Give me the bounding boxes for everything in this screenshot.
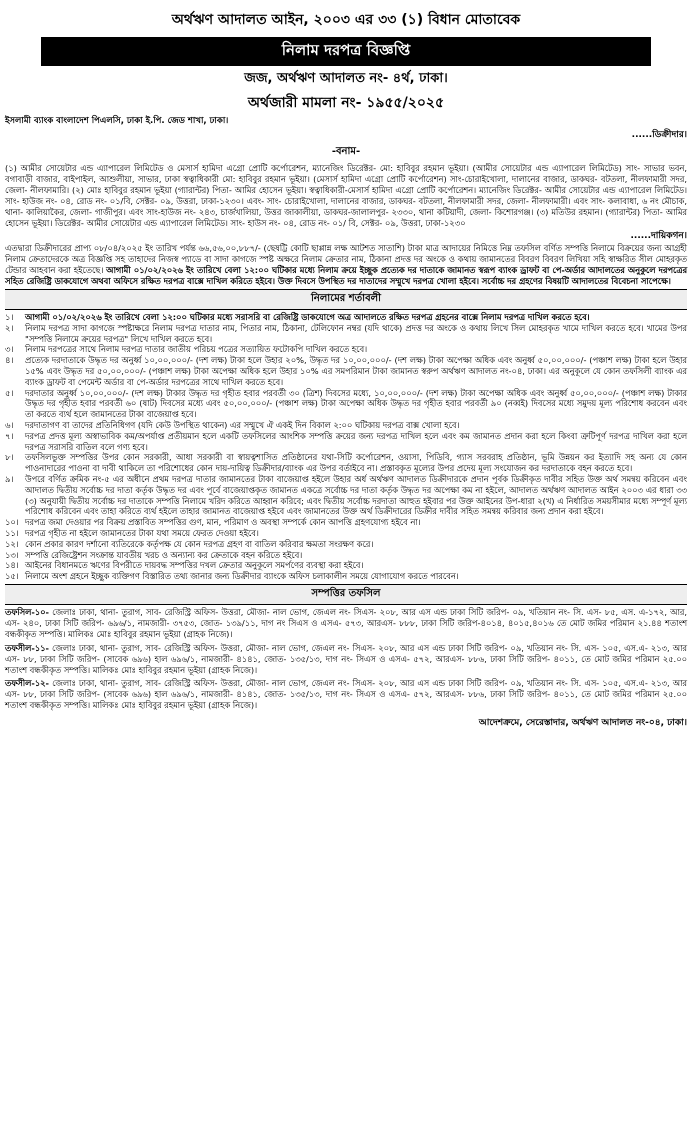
term-number: ১। bbox=[5, 312, 14, 323]
schedule-label: তফসীল-১১- bbox=[5, 642, 49, 653]
term-number: ৮। bbox=[5, 452, 14, 463]
term-text: নিলাম দরপত্রের সাথে নিলাম দরপত্র দাতার জাতীয় পরিচয় পত্রের সত্যায়িত ফটোকপি দাখিল করতে হবে। bbox=[25, 344, 368, 355]
term-number: ৪। bbox=[5, 355, 14, 366]
term-text: দরপত্র জমা দেওয়ার পর বিক্রয় প্রস্তাবিত সম্পত্তির গুণ, মান, পরিমাণ ও অবস্থা সম্পর্কে কোন আপত্তি গ্রহণযোগ্য হইবে না। bbox=[25, 517, 421, 528]
term-number: ২। bbox=[5, 322, 14, 333]
list-item bbox=[5, 355, 687, 387]
plaintiff: ইসলামী ব্যাংক বাংলাদেশ পিএলসি, ঢাকা ই.পি. জেড শাখা, ঢাকা। bbox=[5, 116, 229, 126]
term-text: দরপত্র প্রদত্ত মূল্য অস্বাভাবিক কম/অপর্যাপ্ত প্রতীয়মান হলে একটি তফসিলের আংশিক সম্পত্তি ক্রয়ের জন্য দরপত্র দাখিল হলে এবং কম জামানত প্রদান করা হলে কিংবা ত্রুটিপূর্ণ দরপত্র দাখিল করা হলে দরপত্র সরাসরি বাতিল বলে গণ্য হবে। bbox=[25, 430, 687, 452]
term-text: দরদাতাগণ বা তাদের প্রতিনিধিগণ (যদি কেউ উপস্থিত থাকেন) এর সম্মুখে ঐ একই দিন বিকাল ২:০০ ঘটিকায় দরপত্র বাক্স খোলা হবে। bbox=[25, 420, 460, 431]
term-number: ৫। bbox=[5, 387, 14, 398]
schedule-heading: সম্পত্তির তফসিল bbox=[5, 584, 687, 605]
term-number: ১১। bbox=[5, 528, 19, 538]
defendants: (১) আমীর সোয়েটার এন্ড এ্যাপারেল লিমিটেড ও মেসার্স হামিদা এগ্রো প্রোটি কর্পোরেশন, ম্যানেজিং ডিরেক্টর- মো: হাবিবুর রহমান ভূইয়া। (আমীর সোয়েটার এন্ড এ্যাপারেল লিমিটেড) সাং- সাভার ভবন, বগাবাড়ী বাজার, বাইপাইল, আশুলীয়া, সাভার, ঢাকা স্বত্বাধিকারী মো: হাবিবুর রহমান ভূইয়া। (মেসার্স হামিদা এগ্রো প্রোটি কর্পোরেশন) সাং-চোরাইখোলা, দালানের বাজার, ডাকঘর- বটতলা, নীলফামারী সদর, জেলা- নীলফামারি। (২) মোঃ হাবিবুর রহমান ভূইয়া (গ্যারান্টর) পিতা- আমির হোসেন ভূইয়া। স্বত্বাধিকারী-মেসার্স হামিদা এগ্রো প্রোটি কর্পোরেশন। ম্যানেজিং ডিরেক্টর- আমীর সোয়েটার এন্ড এ্যাপারেল লিমিটেড। সাং- হাউজ নং- ০৪, রোড নং- ০১/বি, সেক্টর- ০৯, উত্তরা, ঢাকা-১২৩০। এবং- সাং- চোরাইখোলা, দালানের বাজার, ডাকঘর- বটতলা, নীলফামারী সদর, জেলা- নীলফামারী। এবং সাং- কলাবাধা, ৬ নং মৌচাক, থানা- কালিয়াকৈর, জেলা- গাজীপুর। এবং সাং-হাউজ নং- ২৪৩, চার্জখালিয়া, উত্তর জাকালীয়া, ডাকঘর-জালালপুর- ২৩৩০, থানা কটিয়াদী, জেলা- কিশোরগঞ্জ। (৩) মতিউর রহমান। (গ্যারান্টর) পিতা- আমির হোসেন ভূইয়া। ডিরেক্টর- আমীর সোয়েটার এন্ড এ্যাপারেল লিমিটেড। সাং- হাউস নং- ০৪, রোড নং- ০১/ বি, সেক্টর- ০৯, উত্তরা, ঢাকা-১২৩০ bbox=[5, 163, 688, 228]
term-number: ৩। bbox=[5, 344, 14, 355]
term-number: ৬। bbox=[5, 420, 14, 431]
term-text: তফসিলভুক্ত সম্পত্তির উপর কোন সরকারী, আধা সরকারী বা স্বায়ত্বশাসিত প্রতিষ্ঠানের যথা-সিটি কর্পোরেশন, ওয়াসা, পিডিবি, গ্যাস সরবরাহ প্রতিষ্ঠান, ভূমি উন্নয়ন কর ইত্যাদি সহ অন্য যে কোন পাওনাদারের পাওনা বা দাবী থাকিলে তা পরিশোধের কোন দায়-দায়িত্ব ডিক্রীদার/ব্যাংক এর উপর বর্তাইবে না। প্রস্তাবকৃত মূল্যের উপর প্রদেয় মূল্য সংযোজন কর দরদাতাকে বহন করতে হবে। bbox=[25, 452, 687, 474]
list-item bbox=[5, 312, 687, 323]
schedule-item bbox=[5, 678, 687, 711]
schedule-item bbox=[5, 607, 687, 640]
terms-list bbox=[5, 312, 687, 582]
term-text: আইনের বিধানমতে ঋণের বিপরীতে দায়বদ্ধ সম্পত্তির দখল ক্রেতার অনুকূলে সমর্পণের ব্যবস্থা করা হইবে। bbox=[25, 560, 364, 571]
list-item bbox=[5, 431, 687, 453]
schedule-text: জেলাঃ ঢাকা, থানা- তুরাগ, সাব- রেজিস্ট্রি অফিস- উত্তরা, মৌজা- নাল ভোগ, জেএল নং- সিএস- ২০৮, আর এস এন্ড ঢাকা সিটি জরিপ- ০৯, খতিয়ান নং- সি. এস- ১০৫, এস.এ- ২১৩, আর এস- ৮৮, ঢাকা সিটি জরিপ- (সাবেক ৬৯৬) হাল ৬৯৬/১, নামজারী- ৪১৪১, জোত- ১৩৫/১৩, দাগ নং- সিএস ও এসএ- ৫৭২, আরএস- ৮৮৬, ঢাকা সিটি জরিপ- ৪০১১, তে মোট জমির পরিমান ২৫.০০ শতাংশ বন্ধকীকৃত সম্পত্তি। মালিকঃ মোঃ হাবিবুর রহমান ভূইয়া (গ্রাহক নিজে)। bbox=[5, 678, 687, 711]
term-text: দরদাতার অনুর্ধ্ব ১০,০০,০০০/- (দশ লক্ষ) টাকার উদ্ধৃত দর গৃহীত হবার পরবর্তী ৩০ (ত্রিশ) দিবসের মধ্যে, ১০,০০,০০০/- (দশ লক্ষ) টাকা অপেক্ষা অধিক এবং অনুর্ধ্ব ৫০,০০,০০০/- (পঞ্চাশ লক্ষ) টাকার উদ্ধৃত দর গৃহীত হবার পরবর্তী ৬০ (ষাট) দিবসের মধ্যে এবং ৫০,০০,০০০/- (পঞ্চাশ লক্ষ) টাকা অপেক্ষা অধিক উদ্ধৃত দর গৃহীত হবার পরবর্তী ৯০ (নব্বই) দিবসের মধ্যে সমুদয় মূল্য পরিশোধ করবেন এবং তা করতে ব্যর্থ হলে জামানতের টাকা বাজেয়াপ্ত হবে। bbox=[25, 387, 687, 420]
case-number: অর্থজারী মামলা নং- ১৯৫৫/২০২৫ bbox=[247, 95, 445, 111]
term-number: ১৩। bbox=[5, 549, 19, 560]
list-item bbox=[5, 452, 687, 474]
list-item bbox=[5, 474, 687, 517]
term-text: নিলামে অংশ গ্রহনে ইচ্ছুক ব্যক্তিগণ বিস্তারিত তথ্য জানার জন্য ডিক্রীদার ব্যাংকে অফিস চলাকালীন সময়ে যোগাযোগ করতে পারবেন। bbox=[25, 571, 459, 582]
schedule-item bbox=[5, 643, 687, 676]
plaintiff-role: ......ডিক্রীদার। bbox=[631, 130, 687, 140]
court-name: জজ, অর্থঋণ আদালত নং- ৪র্থ, ঢাকা। bbox=[244, 71, 448, 86]
versus: -বনাম- bbox=[331, 146, 361, 157]
list-item bbox=[5, 517, 687, 528]
list-item bbox=[5, 550, 687, 561]
term-text: দরপত্র গৃহীত না হইলে জামানতের টাকা যথা সময়ে ফেরত দেওয়া হইবে। bbox=[25, 528, 259, 538]
terms-heading: নিলামের শর্তাবলী bbox=[5, 289, 687, 310]
list-item bbox=[5, 560, 687, 571]
term-text: উপরে বর্ণিত ক্রমিক নং-৫ এর অধীনে প্রথম দরপত্র দাতার জামানতের টাকা বাজেয়াপ্ত হইলে উহার অর্ধ অর্থঋণ আদালত ডিক্রীদারকে প্রদান পূর্বক ডিক্রীকৃত দাবীর সহিত উক্ত অর্থ সমন্বয় করিবেন এবং আদালত দ্বিতীয় সর্বোচ্চ দর দাতা কর্তৃক উদ্ধৃত দর এবং পূর্বে বাজেয়াপ্তকৃত জামানত একত্রে সর্বোচ্চ দর দাতা কর্তৃক উদ্ধৃত দর অপেক্ষা কম না হইলে, আদালত অর্থঋণ আদালত আইন ২০০৩ এর ধারা ৩৩ (৩) অনুযায়ী দ্বিতীয় সর্বোচ্চ দর দাতাকে সম্পত্তি নিলামে খরিদ করিতে আহ্বান করিবে; এবং দ্বিতীয় সর্বোচ্চ দরদাতা আহুত হইবার পর উক্ত আইনের উপ-ধারা ২(খ) এ নির্ধারিত সময়সীমার মধ্যে সম্পূর্ণ মূল্য পরিশোধ করিবেন এবং তাহা করিতে ব্যর্থ হইলে তাহার জামানত বাজেয়াপ্ত হইবে এবং জামানতের উক্ত অর্থ ডিক্রীদারের ডিক্রীর দাবীর সহিত সমন্বয় করিবার জন্য প্রদান করা হইবে। bbox=[25, 474, 687, 517]
schedule-text: জেলাঃ ঢাকা, থানা- তুরাগ, সাব- রেজিস্ট্রি অফিস- উত্তরা, মৌজা- নাল ভোগ, জেএল নং- সিএস- ২০৮, আর এস এন্ড ঢাকা সিটি জরিপ- ০৯, খতিয়ান নং- সি. এস- ১০৫, এস.এ- ২১৩, আর এস- ৮৮, ঢাকা সিটি জরিপ- (সাবেক ৬৯৬) হাল ৬৯৬/১, নামজারী- ৪১৪১, জোত- ১৩৫/১৩, দাগ নং- সিএস ও এসএ- ৫৭২, আরএস- ৮৮৬, ঢাকা সিটি জরিপ- ৪০১১, তে মোট জমির পরিমান ২৫.০০ শতাংশ বন্ধকীকৃত সম্পত্তি। মালিকঃ মোঃ হাবিবুর রহমান ভূইয়া (গ্রাহক নিজে)। bbox=[5, 642, 687, 675]
law-line: অর্থঋণ আদালত আইন, ২০০৩ এর ৩৩ (১) বিধান মোতাবেক bbox=[171, 12, 521, 28]
intro-text bbox=[5, 243, 687, 287]
term-text: কোন প্রকার কারণ দর্শানো ব্যতিরেকে কর্তৃপক্ষ যে কোন দরপত্র গ্রহণ বা বাতিল করিবার ক্ষমতা সংরক্ষণ করে। bbox=[25, 538, 374, 549]
list-item bbox=[5, 539, 687, 550]
term-number: ১৫। bbox=[5, 571, 19, 582]
term-number: ১২। bbox=[5, 538, 19, 549]
term-number: ৯। bbox=[5, 474, 14, 485]
list-item bbox=[5, 528, 687, 539]
defendant-role: ......দায়িকগন। bbox=[630, 231, 687, 242]
intro-text-1: এতদ্বারা ডিক্রীদারের প্রাপ্য ০৮/০৪/২০২৫ ইং তারিখ পর্যন্ত ৬৬,৫৬,০০,৮৮৭/- (ছেষট্টি কোটি ছাপ্পান্ন লক্ষ আটশত সাতাশি) টাকা মাত্র আদায়ের নিমিত্তে নিম্ন তফসিল বর্ণিত সম্পত্তি নিলামে বিক্রয়ের জন্য আগ্রহী নিলাম ক্রেতাদেরকে অত্র বিজ্ঞপ্তি সহ তাহাদের নিজস্ব প্যাডে বা সাদা কাগজে স্পষ্ট অক্ষরে নিলাম ক্রেতার নাম, ঠিকানা প্রদত্ত দর অংকে ও কথায় জামানতের বিবরণ বিবরণ লিখিয়া সহি স্বাক্ষরিত সীল মোহরকৃত টেন্ডার আহবান করা হইতেছে। bbox=[5, 243, 687, 276]
term-text: নিলাম দরপত্র সাদা কাগজে স্পষ্টাক্ষরে নিলাম দরপত্র দাতার নাম, পিতার নাম, ঠিকানা, টেলিফোন নম্বর (যদি থাকে) প্রদত্ত দর অংকে ও কথায় লিখে সিল মোহরকৃত খামে দাখিল করতে হবে। খামের উপর "সম্পত্তি নিলামে ক্রয়ের দরপত্র" লিখে দাখিল করতে হবে। bbox=[25, 322, 687, 344]
term-number: ৭। bbox=[5, 430, 14, 441]
list-item bbox=[5, 323, 687, 345]
list-item bbox=[5, 420, 687, 431]
intro-text-2: আগামী ০১/০২/২০২৬ ইং তারিখে বেলা ১২:০০ ঘটিকার মধ্যে নিলাম ক্রয়ে ইচ্ছুক প্রত্যেক দর দাতাকে জামানত স্বরূপ ব্যাংক ড্রাফট বা পে-অর্ডার আদালতের অনুকুলে দরপত্রের সহিত রেজিষ্ট্রি ডাকযোগে অথবা অফিসে রক্ষিত দরপত্র বাক্সে দাখিল করিতে হইবে। উক্ত দিবসে উপস্থিত দর দাতাদের সম্মুখে দরপত্র খোলা হইবে। সর্বোচ্চ দর গ্রহণের বিষয়টি আদালতের বিবেচনা সাপেক্ষে। bbox=[5, 265, 688, 287]
schedule-label: তফসীল-১২- bbox=[5, 678, 49, 689]
notice-title: নিলাম দরপত্র বিজ্ঞপ্তি bbox=[41, 37, 651, 66]
term-text: প্রত্যেক দরদাতাকে উদ্ধৃত দর অনুর্ধ্ব ১০,০০,০০০/- (দশ লক্ষ) টাকা হলে উহার ২০%, উদ্ধৃত দর ১০,০০,০০০/- (দশ লক্ষ) টাকা অপেক্ষা অধিক এবং অনুর্ধ্ব ৫০,০০,০০০/- (পঞ্চাশ লক্ষ) টাকা হলে উহার ১৫% এবং উদ্ধৃত দর ৫০,০০,০০০/- (পঞ্চাশ লক্ষ) টাকা অপেক্ষা অধিক হলে উহার ১০% এর সমপরিমান টাকা জামানত স্বরুপ অর্থঋণ আদালত নং-০৪, ঢাকা। এর অনুকূলে যে কোন তফসিলী ব্যাংক এর ব্যাংক ড্রাফট বা পেমেন্ট অর্ডার বা পে-অর্ডার দরপত্রের সাথে দাখিল করতে হবে। bbox=[25, 355, 687, 387]
list-item bbox=[5, 388, 687, 420]
schedule-label: তফসিল-১০- bbox=[5, 606, 49, 617]
term-text: আগামী ০১/০২/২০২৬ ইং তারিখে বেলা ১২:০০ ঘটিকার মধ্যে সরাসরি বা রেজিষ্ট্রি ডাকযোগে অত্র আদালতে রক্ষিত দরপত্র গ্রহনের বাক্সে নিলাম দরপত্র দাখিল করতে হবে। bbox=[25, 312, 590, 323]
term-number: ১০। bbox=[5, 517, 19, 528]
term-text: সম্পত্তি রেজিষ্ট্রেশন সংক্রান্ত যাবতীয় খরচ ও অন্যান্য কর ক্রেতাকে বহন করিতে হইবে। bbox=[25, 549, 303, 560]
schedule-text: জেলাঃ ঢাকা, থানা- তুরাগ, সাব- রেজিস্ট্রি অফিস- উত্তরা, মৌজা- নাল ভোগ, জেএল নং- সিএস- ২০৮, আর এস এন্ড ঢাকা সিটি জরিপ- ০৯, খতিয়ান নং- সি. এস- ৮৫, এস. এ-১৭২, আর, এস- ২৪০, ঢাকা সিটি জরিপ- ৬৯৬/১, নামজারী- ৩৭৫৩, জোত- ১৩৯/১১, দাগ নং সিএস ও এসএ- ৫৭৩, আরএস- ৮৮৮, ঢাকা সিটি জরিপ-৪০১৪, ৪০১৫,৪০১৬ তে মোট জমির পরিমান ২১.৪৪ শতাংশ বন্ধকীকৃত সম্পত্তি। মালিকঃ মোঃ হাবিবুর রহমান ভূইয়া (গ্রাহক নিজে)। bbox=[5, 606, 687, 639]
list-item bbox=[5, 571, 687, 582]
term-number: ১৪। bbox=[5, 560, 19, 571]
signature: আদেশক্রমে, সেরেস্তাদার, অর্থঋণ আদালত নং-০৪, ঢাকা। bbox=[478, 718, 687, 729]
list-item bbox=[5, 344, 687, 355]
